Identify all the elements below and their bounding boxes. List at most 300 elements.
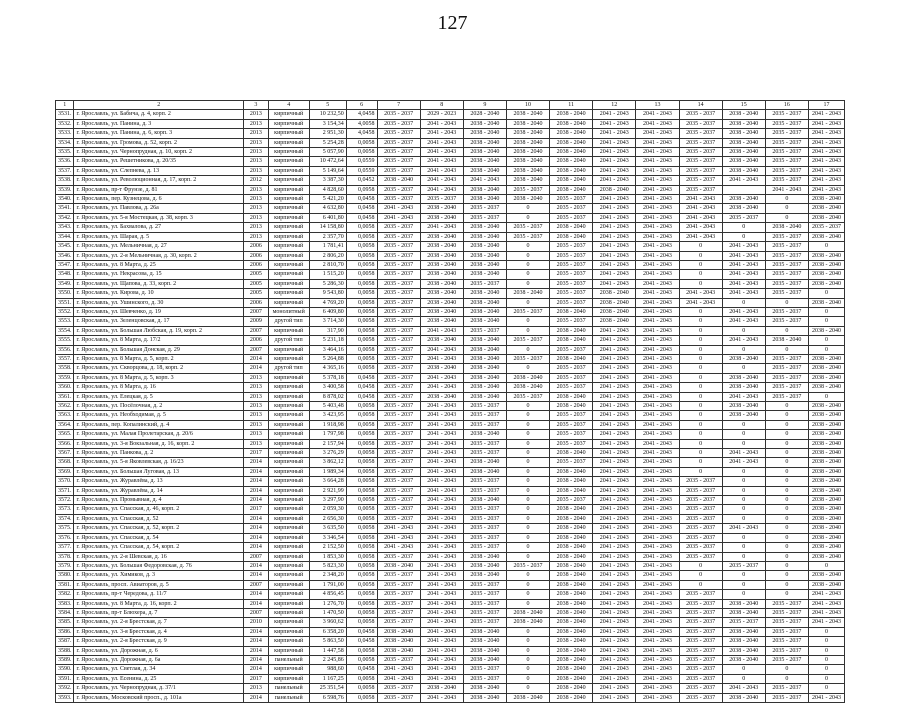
table-cell: 2035 - 2037 <box>377 307 420 316</box>
table-cell: г. Ярославль, пр-т Чередова, д. 11/7 <box>74 590 244 599</box>
table-cell: 2013 <box>243 110 268 119</box>
table-cell: 2041 - 2043 <box>636 637 679 646</box>
table-cell: 2041 - 2043 <box>636 674 679 683</box>
table-cell: 0 <box>765 439 808 448</box>
table-cell: 2038 - 2040 <box>463 119 506 128</box>
table-cell: 0,0452 <box>346 176 377 185</box>
table-cell: 0 <box>722 232 765 241</box>
table-cell: 2041 - 2043 <box>593 204 636 213</box>
table-cell: 2035 - 2037 <box>765 655 808 664</box>
table-cell: 2041 - 2043 <box>636 420 679 429</box>
table-cell: 2038 - 2040 <box>808 505 844 514</box>
table-cell: 2038 - 2040 <box>808 430 844 439</box>
table-cell: 2035 - 2037 <box>463 514 506 523</box>
table-cell: 2035 - 2037 <box>377 119 420 128</box>
table-cell: 2035 - 2037 <box>679 618 722 627</box>
table-cell: 2041 - 2043 <box>636 279 679 288</box>
table-cell: 2035 - 2037 <box>506 392 549 401</box>
table-cell: 0,0458 <box>346 373 377 382</box>
table-cell: 3562. <box>56 402 74 411</box>
table-row <box>56 402 845 411</box>
table-cell: 2038 - 2040 <box>808 373 844 382</box>
table-cell: 3584. <box>56 608 74 617</box>
table-row <box>56 270 845 279</box>
table-cell: панельный <box>268 655 309 664</box>
table-cell: 0 <box>808 684 844 693</box>
table-cell: 2038 - 2040 <box>550 449 593 458</box>
table-cell: 0,0058 <box>346 354 377 363</box>
table-cell: 2035 - 2037 <box>765 157 808 166</box>
table-cell: 2041 - 2043 <box>722 270 765 279</box>
table-cell: 2014 <box>243 458 268 467</box>
table-row <box>56 195 845 204</box>
table-cell: 988,60 <box>309 665 346 674</box>
table-cell: 2035 - 2037 <box>506 223 549 232</box>
table-cell: 0,0058 <box>346 364 377 373</box>
table-cell: 0 <box>765 298 808 307</box>
table-cell: г. Ярославль, ул. Малая Пролетарская, д. 20/6 <box>74 430 244 439</box>
table-cell: 2041 - 2043 <box>722 307 765 316</box>
table-cell: 2041 - 2043 <box>636 354 679 363</box>
table-cell: 2041 - 2043 <box>679 213 722 222</box>
table-cell: 2041 - 2043 <box>420 345 463 354</box>
table-cell: 1 853,30 <box>309 552 346 561</box>
table-cell: 2041 - 2043 <box>420 148 463 157</box>
table-cell: 2035 - 2037 <box>550 298 593 307</box>
table-cell: 0,0058 <box>346 345 377 354</box>
table-cell: 0 <box>506 684 549 693</box>
table-cell: 0 <box>506 317 549 326</box>
table-cell: 2038 - 2040 <box>593 298 636 307</box>
table-cell: 2041 - 2043 <box>722 449 765 458</box>
table-cell: 0 <box>722 420 765 429</box>
table-cell: 0 <box>722 486 765 495</box>
table-row <box>56 185 845 194</box>
table-cell: 2038 - 2040 <box>506 129 549 138</box>
table-cell: 2038 - 2040 <box>722 110 765 119</box>
table-cell: 2035 - 2037 <box>506 185 549 194</box>
table-cell: 0 <box>722 514 765 523</box>
table-row <box>56 251 845 260</box>
table-cell: 3 346,54 <box>309 533 346 542</box>
table-cell: 2035 - 2037 <box>420 195 463 204</box>
table-cell: 2041 - 2043 <box>593 477 636 486</box>
table-cell: 2038 - 2040 <box>463 373 506 382</box>
table-cell: кирпичный <box>268 543 309 552</box>
table-cell: 2035 - 2037 <box>679 157 722 166</box>
table-cell: 2038 - 2040 <box>722 402 765 411</box>
table-cell: кирпичный <box>268 251 309 260</box>
column-header: 13 <box>636 101 679 110</box>
table-cell: 4 365,16 <box>309 364 346 373</box>
table-cell: 2035 - 2037 <box>765 383 808 392</box>
table-cell: кирпичный <box>268 514 309 523</box>
table-cell: 0,0058 <box>346 138 377 147</box>
table-cell: 2041 - 2043 <box>420 496 463 505</box>
table-cell: 2035 - 2037 <box>550 242 593 251</box>
table-cell: 2038 - 2040 <box>808 251 844 260</box>
table-cell: 3572. <box>56 496 74 505</box>
table-cell: 3 464,16 <box>309 345 346 354</box>
table-cell: 0 <box>808 674 844 683</box>
table-cell: 2041 - 2043 <box>636 477 679 486</box>
table-cell: другой тип <box>268 317 309 326</box>
table-cell: г. Ярославль, ул. 5-я Мостецкая, д. 38, корп. 3 <box>74 213 244 222</box>
table-row <box>56 364 845 373</box>
table-cell: 2035 - 2037 <box>808 223 844 232</box>
table-cell: 2035 - 2037 <box>377 138 420 147</box>
table-cell: 2041 - 2043 <box>636 599 679 608</box>
table-cell: 2035 - 2037 <box>765 599 808 608</box>
table-cell: 2038 - 2040 <box>463 383 506 392</box>
table-cell: 0,0458 <box>346 204 377 213</box>
table-cell: 3570. <box>56 477 74 486</box>
table-cell: 0 <box>506 449 549 458</box>
table-cell: 0 <box>765 533 808 542</box>
table-cell: 2041 - 2043 <box>636 383 679 392</box>
table-cell: 2035 - 2037 <box>463 524 506 533</box>
table-cell: 2041 - 2043 <box>636 185 679 194</box>
table-cell: 0 <box>765 552 808 561</box>
table-cell: 2035 - 2037 <box>377 148 420 157</box>
table-cell: 2038 - 2040 <box>808 279 844 288</box>
table-cell: г. Ярославль, ул. Дорожная, д. 6а <box>74 655 244 664</box>
table-cell: 2041 - 2043 <box>636 138 679 147</box>
table-cell: 2035 - 2037 <box>377 157 420 166</box>
table-cell: 2013 <box>243 195 268 204</box>
table-cell: 2035 - 2037 <box>377 571 420 580</box>
table-cell: 2035 - 2037 <box>463 590 506 599</box>
table-cell: 2038 - 2040 <box>420 204 463 213</box>
table-cell: 2038 - 2040 <box>550 590 593 599</box>
table-cell: 2035 - 2037 <box>765 684 808 693</box>
table-cell: 3545. <box>56 242 74 251</box>
table-cell: 0,0058 <box>346 307 377 316</box>
table-cell: 2041 - 2043 <box>420 543 463 552</box>
table-cell: 0,0058 <box>346 289 377 298</box>
table-cell: 0 <box>506 420 549 429</box>
table-cell: 2038 - 2040 <box>550 148 593 157</box>
table-cell: г. Ярославль, ул. Журавлёва, д. 13 <box>74 477 244 486</box>
table-cell: 3544. <box>56 232 74 241</box>
table-cell: 2035 - 2037 <box>679 138 722 147</box>
table-cell: 2038 - 2040 <box>550 157 593 166</box>
table-cell: 2041 - 2043 <box>593 402 636 411</box>
table-cell: 2041 - 2043 <box>808 110 844 119</box>
table-row <box>56 599 845 608</box>
table-cell: 2038 - 2040 <box>550 307 593 316</box>
table-cell: 2038 - 2040 <box>550 533 593 542</box>
table-cell: 2035 - 2037 <box>377 402 420 411</box>
table-cell: 2035 - 2037 <box>377 129 420 138</box>
table-cell: кирпичный <box>268 496 309 505</box>
table-cell: 2038 - 2040 <box>722 411 765 420</box>
table-cell: 2038 - 2040 <box>463 298 506 307</box>
table-row <box>56 138 845 147</box>
table-row <box>56 618 845 627</box>
table-cell: 2006 <box>243 251 268 260</box>
table-cell: 0 <box>506 242 549 251</box>
table-cell: 2041 - 2043 <box>593 608 636 617</box>
table-cell: 2 810,70 <box>309 260 346 269</box>
table-cell: 2041 - 2043 <box>636 119 679 128</box>
table-cell: 2041 - 2043 <box>636 307 679 316</box>
table-cell: 0 <box>506 486 549 495</box>
table-cell: 2041 - 2043 <box>636 223 679 232</box>
table-cell: 5 057,90 <box>309 148 346 157</box>
table-cell: 0,0058 <box>346 693 377 702</box>
table-cell: 2035 - 2037 <box>679 693 722 702</box>
table-cell: 2035 - 2037 <box>679 608 722 617</box>
table-cell: 2041 - 2043 <box>593 157 636 166</box>
table-cell: 2041 - 2043 <box>593 270 636 279</box>
table-row <box>56 176 845 185</box>
table-cell: 3555. <box>56 336 74 345</box>
table-cell: 2041 - 2043 <box>636 129 679 138</box>
table-cell: 2041 - 2043 <box>636 345 679 354</box>
table-row <box>56 317 845 326</box>
table-cell: 2041 - 2043 <box>808 590 844 599</box>
table-cell: 0 <box>765 411 808 420</box>
table-cell: 0 <box>722 496 765 505</box>
table-cell: 2041 - 2043 <box>420 166 463 175</box>
table-cell: 0 <box>506 430 549 439</box>
table-cell: 0 <box>506 251 549 260</box>
table-cell: 2035 - 2037 <box>463 665 506 674</box>
table-cell: 2041 - 2043 <box>808 618 844 627</box>
table-cell: 2041 - 2043 <box>420 674 463 683</box>
table-cell: г. Ярославль, ул. Журавлёва, д. 14 <box>74 486 244 495</box>
table-cell: 2038 - 2040 <box>722 637 765 646</box>
table-cell: 2007 <box>243 580 268 589</box>
table-cell: 0 <box>765 543 808 552</box>
table-cell: 2038 - 2040 <box>463 354 506 363</box>
table-cell: 2041 - 2043 <box>808 138 844 147</box>
table-cell: 2041 - 2043 <box>808 157 844 166</box>
table-cell: кирпичный <box>268 298 309 307</box>
table-cell: 2 806,20 <box>309 251 346 260</box>
table-cell: 2013 <box>243 148 268 157</box>
table-cell: 3547. <box>56 260 74 269</box>
table-cell: 0 <box>765 195 808 204</box>
table-cell: 2035 - 2037 <box>765 307 808 316</box>
table-cell: 2038 - 2040 <box>420 260 463 269</box>
table-cell: 2038 - 2040 <box>506 166 549 175</box>
table-cell: 2035 - 2037 <box>550 364 593 373</box>
table-cell: 2041 - 2043 <box>636 176 679 185</box>
table-cell: 2041 - 2043 <box>420 524 463 533</box>
table-cell: кирпичный <box>268 674 309 683</box>
table-cell: 2035 - 2037 <box>765 260 808 269</box>
table-cell: 0 <box>506 364 549 373</box>
table-cell: 5 378,18 <box>309 373 346 382</box>
table-cell: 2041 - 2043 <box>636 608 679 617</box>
table-cell: 2041 - 2043 <box>636 627 679 636</box>
table-cell: кирпичный <box>268 223 309 232</box>
table-cell: 2041 - 2043 <box>420 590 463 599</box>
table-cell: 2035 - 2037 <box>377 364 420 373</box>
table-cell: 0 <box>679 449 722 458</box>
table-cell: 0 <box>722 571 765 580</box>
table-cell: 0 <box>679 571 722 580</box>
table-cell: 2035 - 2037 <box>722 561 765 570</box>
table-cell: 2041 - 2043 <box>722 684 765 693</box>
table-cell: г. Ярославль, просп. Авиаторов, д. 5 <box>74 580 244 589</box>
table-cell: 2041 - 2043 <box>593 665 636 674</box>
table-cell: 0 <box>679 580 722 589</box>
table-cell: 0 <box>679 317 722 326</box>
table-cell: 2038 - 2040 <box>463 195 506 204</box>
table-cell: 2035 - 2037 <box>377 618 420 627</box>
table-cell: 2014 <box>243 561 268 570</box>
table-cell: 2041 - 2043 <box>808 166 844 175</box>
table-cell: 5 254,28 <box>309 138 346 147</box>
table-cell: 5 403,48 <box>309 402 346 411</box>
table-cell: 0,0958 <box>346 185 377 194</box>
column-header: 3 <box>243 101 268 110</box>
table-cell: 2017 <box>243 674 268 683</box>
table-cell: 0 <box>765 402 808 411</box>
table-cell: 2035 - 2037 <box>463 608 506 617</box>
table-cell: 2007 <box>243 608 268 617</box>
table-cell: 2035 - 2037 <box>679 646 722 655</box>
table-cell: кирпичный <box>268 195 309 204</box>
table-row <box>56 552 845 561</box>
table-cell: 0,0058 <box>346 561 377 570</box>
table-cell: 1 447,58 <box>309 646 346 655</box>
table-cell: 2041 - 2043 <box>420 119 463 128</box>
table-cell: 2038 - 2040 <box>550 674 593 683</box>
table-cell: 2041 - 2043 <box>420 157 463 166</box>
table-cell: 2038 - 2040 <box>506 289 549 298</box>
table-cell: 0 <box>722 674 765 683</box>
table-cell: 2035 - 2037 <box>377 458 420 467</box>
table-cell: 3559. <box>56 373 74 382</box>
table-cell: 3587. <box>56 637 74 646</box>
table-cell: 3580. <box>56 571 74 580</box>
table-cell: 2013 <box>243 684 268 693</box>
table-cell: г. Ярославль, ул. Спасская, д. 52, корп. 2 <box>74 524 244 533</box>
table-cell: г. Ярославль, ул. Дорожная, д. 6 <box>74 646 244 655</box>
table-cell: 0 <box>679 307 722 316</box>
table-cell: 3548. <box>56 270 74 279</box>
table-cell: 3534. <box>56 138 74 147</box>
table-cell: 0,0058 <box>346 148 377 157</box>
table-cell: 2041 - 2043 <box>636 533 679 542</box>
table-cell: 2035 - 2037 <box>679 166 722 175</box>
table-cell: 3 387,30 <box>309 176 346 185</box>
table-cell: кирпичный <box>268 279 309 288</box>
table-cell: 2035 - 2037 <box>679 129 722 138</box>
table-cell: 0,0058 <box>346 326 377 335</box>
table-row <box>56 684 845 693</box>
table-cell: 2035 - 2037 <box>765 373 808 382</box>
table-cell: 2038 - 2040 <box>808 364 844 373</box>
table-cell: 2038 - 2040 <box>550 185 593 194</box>
table-cell: 5 863,50 <box>309 637 346 646</box>
table-cell: 2041 - 2043 <box>593 580 636 589</box>
table-row <box>56 524 845 533</box>
table-cell: 0,0058 <box>346 411 377 420</box>
table-cell: 2041 - 2043 <box>377 674 420 683</box>
table-cell: 2041 - 2043 <box>636 373 679 382</box>
table-cell: 0 <box>722 552 765 561</box>
table-cell: 2038 - 2040 <box>463 307 506 316</box>
table-cell: 2035 - 2037 <box>463 533 506 542</box>
table-cell: 2041 - 2043 <box>636 364 679 373</box>
table-cell: 2035 - 2037 <box>679 637 722 646</box>
table-cell: 2038 - 2040 <box>550 138 593 147</box>
table-cell: 3554. <box>56 326 74 335</box>
table-cell: 2041 - 2043 <box>636 242 679 251</box>
table-cell: 2007 <box>243 345 268 354</box>
table-cell: 2041 - 2043 <box>593 129 636 138</box>
table-cell: 2041 - 2043 <box>593 458 636 467</box>
table-cell: другой тип <box>268 336 309 345</box>
table-cell: 2035 - 2037 <box>679 684 722 693</box>
table-cell: 2035 - 2037 <box>377 590 420 599</box>
table-cell: 2041 - 2043 <box>593 561 636 570</box>
table-cell: 2035 - 2037 <box>506 307 549 316</box>
table-cell: 0 <box>506 674 549 683</box>
table-cell: 2035 - 2037 <box>463 505 506 514</box>
table-cell: 0,0458 <box>346 627 377 636</box>
table-cell: 2035 - 2037 <box>377 449 420 458</box>
table-cell: 2013 <box>243 129 268 138</box>
table-cell: кирпичный <box>268 486 309 495</box>
table-cell: 2035 - 2037 <box>765 242 808 251</box>
table-cell: 0,0058 <box>346 590 377 599</box>
table-cell: 2041 - 2043 <box>636 430 679 439</box>
table-cell: г. Ярославль, ул. Панина, д. 6, корп. 3 <box>74 129 244 138</box>
table-cell: 2038 - 2040 <box>550 580 593 589</box>
table-cell: 2038 - 2040 <box>550 354 593 363</box>
table-cell: 0 <box>679 336 722 345</box>
table-cell: 0 <box>506 458 549 467</box>
table-cell: 6 358,20 <box>309 627 346 636</box>
table-cell: 2035 - 2037 <box>679 599 722 608</box>
table-cell: кирпичный <box>268 129 309 138</box>
table-cell: 2041 - 2043 <box>420 627 463 636</box>
data-table <box>55 100 845 703</box>
table-cell: 3564. <box>56 420 74 429</box>
table-cell: 2041 - 2043 <box>593 439 636 448</box>
table-row <box>56 298 845 307</box>
table-cell: 2038 - 2040 <box>550 665 593 674</box>
table-cell: 2038 - 2040 <box>593 289 636 298</box>
table-cell: 0 <box>765 496 808 505</box>
table-cell: 2035 - 2037 <box>679 627 722 636</box>
table-cell: 0,0058 <box>346 533 377 542</box>
table-cell: 2038 - 2040 <box>808 514 844 523</box>
table-cell: 2041 - 2043 <box>722 289 765 298</box>
table-cell: 2041 - 2043 <box>420 514 463 523</box>
table-cell: монолитный <box>268 307 309 316</box>
table-cell: 2 348,20 <box>309 571 346 580</box>
table-cell: 0 <box>808 345 844 354</box>
table-cell: 2013 <box>243 373 268 382</box>
table-cell: г. Ярославль, ул. 2-я Шевская, д. 16 <box>74 552 244 561</box>
table-cell: 3553. <box>56 317 74 326</box>
table-cell: 0 <box>808 307 844 316</box>
table-cell: 2035 - 2037 <box>506 336 549 345</box>
table-cell: 3574. <box>56 514 74 523</box>
table-cell: 2013 <box>243 119 268 128</box>
table-cell: 2038 - 2040 <box>463 148 506 157</box>
table-cell: 2038 - 2040 <box>808 298 844 307</box>
table-cell: 0,0058 <box>346 514 377 523</box>
table-cell: 2041 - 2043 <box>420 411 463 420</box>
